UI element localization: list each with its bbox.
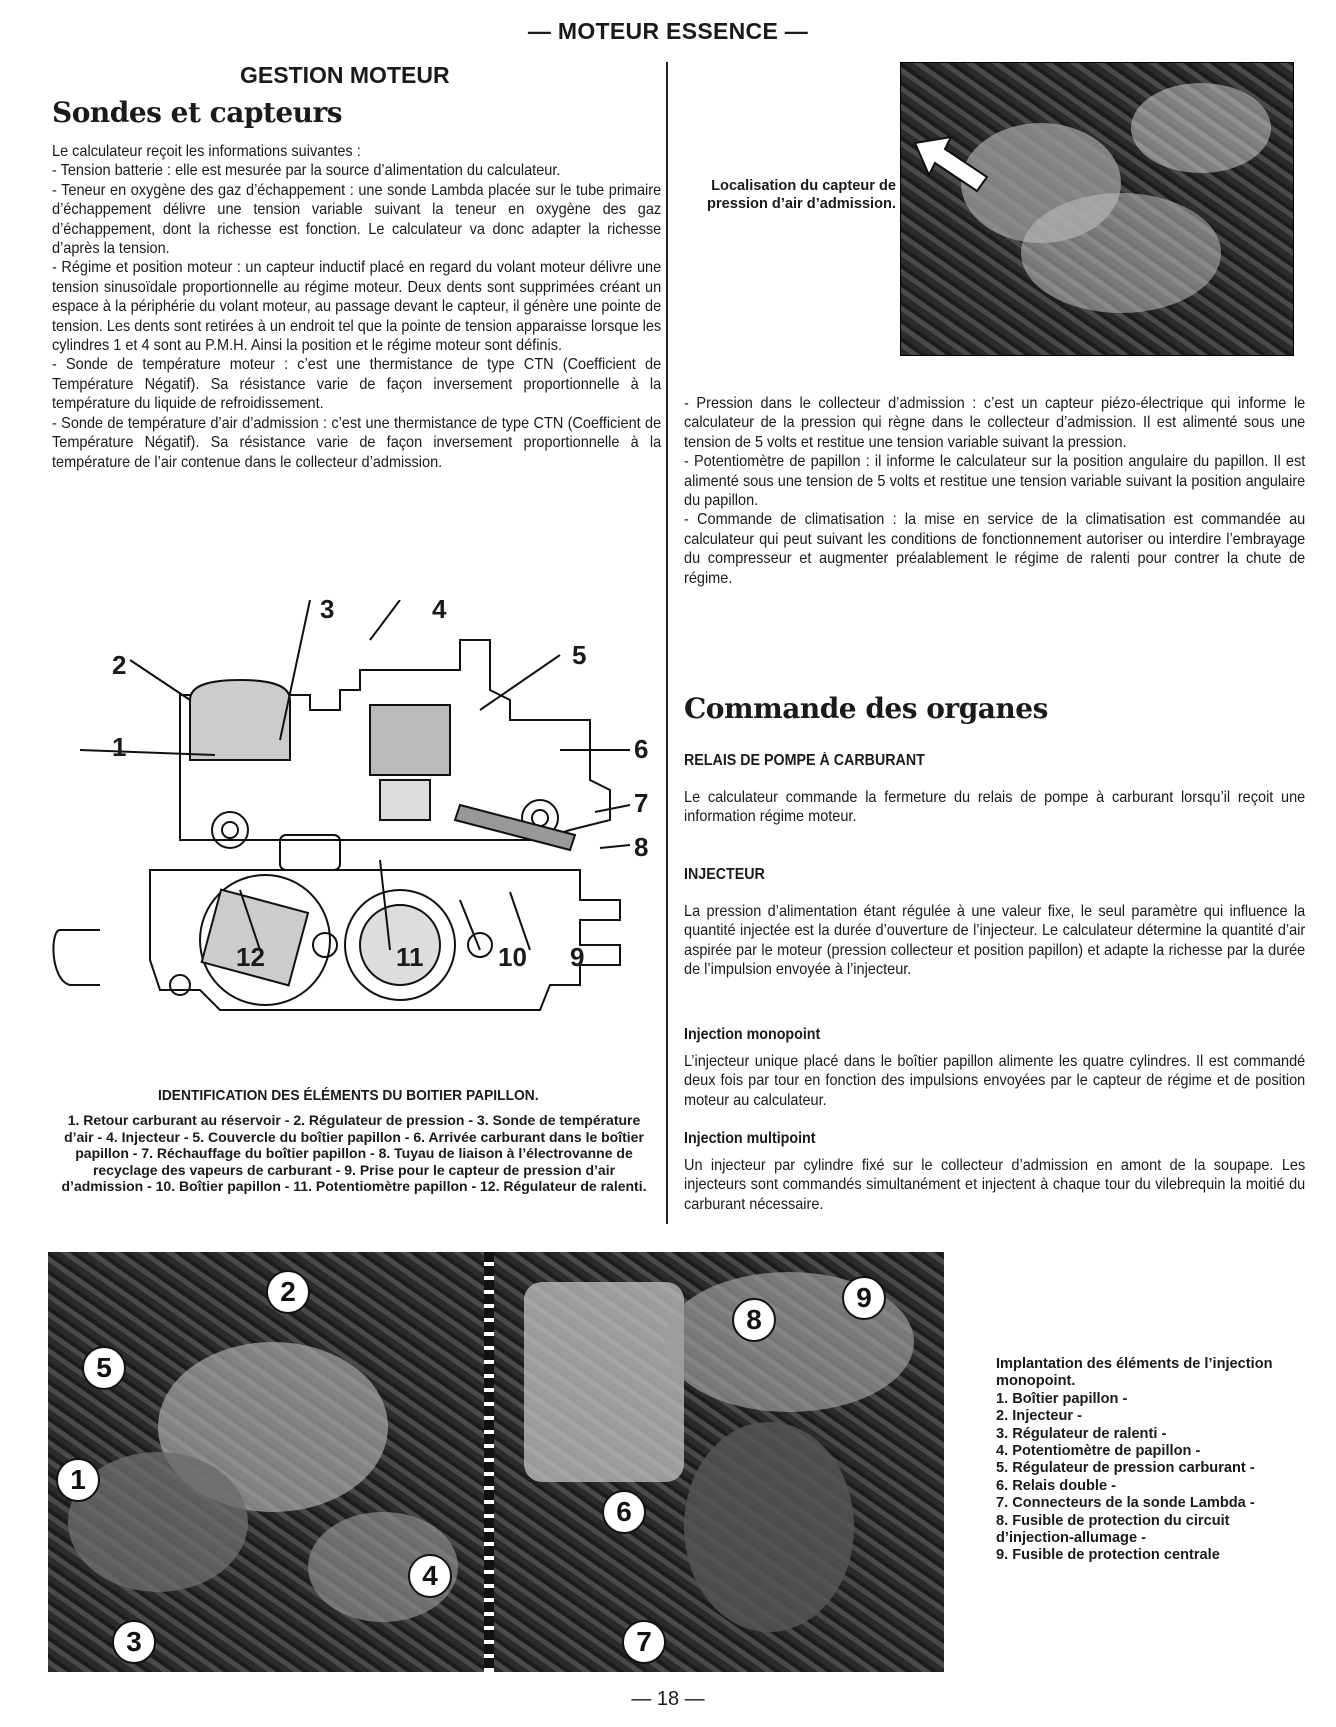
engine-photo-right (494, 1252, 944, 1672)
diagram-label-7: 7 (634, 788, 649, 818)
sondes-title: Sondes et capteurs (52, 96, 343, 129)
column-divider (666, 62, 668, 1224)
photo-marker-7: 7 (622, 1620, 666, 1664)
sondes-text (52, 142, 661, 472)
diagram-label-6: 6 (634, 734, 649, 764)
diagram-caption-text: 1. Retour carburant au réservoir - 2. Régulateur de pression - 3. Sonde de température d’air - 4. Injecteur - 5. Couvercle du boîtier papillon - 6. Arrivée carburant dans le boîtier papillon - 7. Réchauffage du boîtier papillon - 8. Tuyau de liaison à l’électrovanne de recyclage des vapeurs de carburant - 9. Prise pour le capteur de pression d’air d’admission - 10. Boîtier papillon - 11. Potentiomètre papillon - 12. Régulateur de ralenti. (61, 1112, 647, 1195)
diagram-caption-title: IDENTIFICATION DES ÉLÉMENTS DU BOITIER PAPILLON. (158, 1087, 539, 1104)
photo-marker-5: 5 (82, 1346, 126, 1390)
page-number: — 18 — (631, 1688, 705, 1710)
diagram-label-1: 1 (112, 732, 127, 762)
sondes-paragraph: - Tension batterie : elle est mesurée par la source d’alimentation du calculateur. (52, 162, 561, 180)
injecteur-text: La pression d’alimentation étant régulée à une valeur fixe, le seul paramètre qui influence la quantité injectée est la durée d’ouverture de l’injecteur. Le calculateur détermine la quantité d’air aspirée par le moteur (pression collecteur et position papillon) et adapte la richesse par la durée de l’impulsion envoyée à l’injecteur. (684, 903, 1306, 979)
diagram-label-3: 3 (320, 594, 335, 624)
sondes-paragraph: - Sonde de température moteur : c’est une thermistance de type CTN (Coefficient de Température Négatif). Sa résistance varie de façon inversement proportionnelle à la température du liquide de refroidissement. (52, 356, 662, 413)
photo-legend-title: Implantation des éléments de l’injection monopoint. (996, 1356, 1273, 1390)
diagram-label-10: 10 (498, 942, 527, 972)
throttle-body-drawing (40, 600, 660, 1080)
throttle-body-diagram (40, 594, 660, 1080)
legend-item: 9. Fusible de protection centrale (996, 1547, 1220, 1564)
diagram-label-8: 8 (634, 832, 649, 862)
legend-item: 7. Connecteurs de la sonde Lambda - (996, 1495, 1255, 1512)
sondes-paragraph: - Teneur en oxygène des gaz d’échappement : une sonde Lambda placée sur le tube primaire d’échappement délivre une tension variable suivant la teneur en oxygène des gaz d’échappement, dont la richesse est fonction. Le calculateur va donc adapter la richesse d’après la tension. (52, 181, 662, 258)
relais-title: RELAIS DE POMPE À CARBURANT (684, 752, 925, 769)
legend-item: 6. Relais double - (996, 1477, 1117, 1494)
photo-legend-list (996, 1391, 1286, 1565)
right-paragraph: - Potentiomètre de papillon : il informe le calculateur sur la position angulaire du papillon. Il est alimenté sous une tension de 5 volts et restitue une tension variable suivant la position angulaire du papillon. (684, 453, 1306, 510)
diagram-label-4: 4 (432, 594, 447, 624)
photo-marker-8: 8 (732, 1298, 776, 1342)
sondes-paragraph: Le calculateur reçoit les informations suivantes : (52, 143, 361, 160)
diagram-label-11: 11 (396, 942, 424, 972)
photo-marker-4: 4 (408, 1554, 452, 1598)
photo-legend (996, 1356, 1286, 1565)
diagram-label-12: 12 (236, 942, 265, 972)
photo-marker-1: 1 (56, 1458, 100, 1502)
legend-item: 5. Régulateur de pression carburant - (996, 1460, 1255, 1477)
section-title: GESTION MOTEUR (240, 62, 450, 88)
diagram-label-5: 5 (572, 640, 587, 670)
right-paragraph: - Pression dans le collecteur d’admission : c’est un capteur piézo-électrique qui informe le calculateur de la pression qui règne dans le collecteur d’admission. Il est alimenté sous une tension de 5 volts et restitue une tension variable suivant la pression. (684, 395, 1306, 451)
right-col-text (684, 394, 1305, 588)
page-header: — MOTEUR ESSENCE — (527, 18, 809, 44)
sondes-paragraph: - Sonde de température d’air d’admission : c’est une thermistance de type CTN (Coefficient de Température Négatif). Sa résistance varie de façon inversement proportionnelle à la température de l’air contenue dans le collecteur d’admission. (52, 414, 662, 471)
diagram-label-9: 9 (570, 942, 585, 972)
multi-text: Un injecteur par cylindre fixé sur le collecteur d’admission en amont de la soupape. Les injecteurs sont commandés simultanément et injectent à chaque tour du vilebrequin la moitié du carburant nécessaire. (684, 1157, 1306, 1213)
relais-text: Le calculateur commande la fermeture du relais de pompe à carburant lorsqu’il reçoit une information régime moteur. (684, 789, 1306, 826)
legend-item: 4. Potentiomètre de papillon - (996, 1443, 1201, 1460)
legend-item: 8. Fusible de protection du circuit d’injection-allumage - (996, 1512, 1230, 1547)
diagram-label-2: 2 (112, 650, 127, 680)
commande-title: Commande des organes (684, 692, 1048, 725)
sondes-paragraph: - Régime et position moteur : un capteur inductif placé en regard du volant moteur délivre une tension sinusoïdale proportionnelle au régime moteur. Deux dents sont supprimées créant un espace à la périphérie du volant moteur, au passage devant le capteur, il génère une pointe de tension. Les dents sont retirées à un endroit tel que la pointe de tension apparaisse lorsque les cylindres 1 et 4 sont au P.M.H. Ainsi la position et le régime moteur sont définis. (52, 259, 662, 355)
legend-item: 2. Injecteur - (996, 1408, 1082, 1425)
photo-marker-3: 3 (112, 1620, 156, 1664)
multi-title: Injection multipoint (684, 1130, 816, 1147)
photo-marker-9: 9 (842, 1276, 886, 1320)
mono-text: L’injecteur unique placé dans le boîtier papillon alimente les quatre cylindres. Il est commandé deux fois par tour en fonction des impulsions envoyées par le capteur de régime et de position moteur au calculateur. (684, 1053, 1306, 1109)
right-paragraph: - Commande de climatisation : la mise en service de la climatisation est commandée au calculateur qui peut suivant les conditions de fonctionnement autoriser ou interdire l’embrayage du compresseur et augmenter préalablement le régime de ralenti pour contrer la chute de régime. (684, 511, 1306, 587)
mono-title: Injection monopoint (684, 1026, 821, 1043)
engine-photo-left (48, 1252, 484, 1672)
legend-item: 3. Régulateur de ralenti - (996, 1425, 1167, 1442)
legend-item: 1. Boîtier papillon - (996, 1390, 1128, 1407)
injecteur-title: INJECTEUR (684, 866, 765, 883)
photo-marker-6: 6 (602, 1490, 646, 1534)
photo-marker-2: 2 (266, 1270, 310, 1314)
arrow-icon (911, 133, 991, 203)
photo-film-divider (484, 1252, 494, 1672)
photo-top-caption: Localisation du capteur de pression d’air d’admission. (707, 178, 896, 212)
intake-pressure-sensor-photo (900, 62, 1294, 356)
